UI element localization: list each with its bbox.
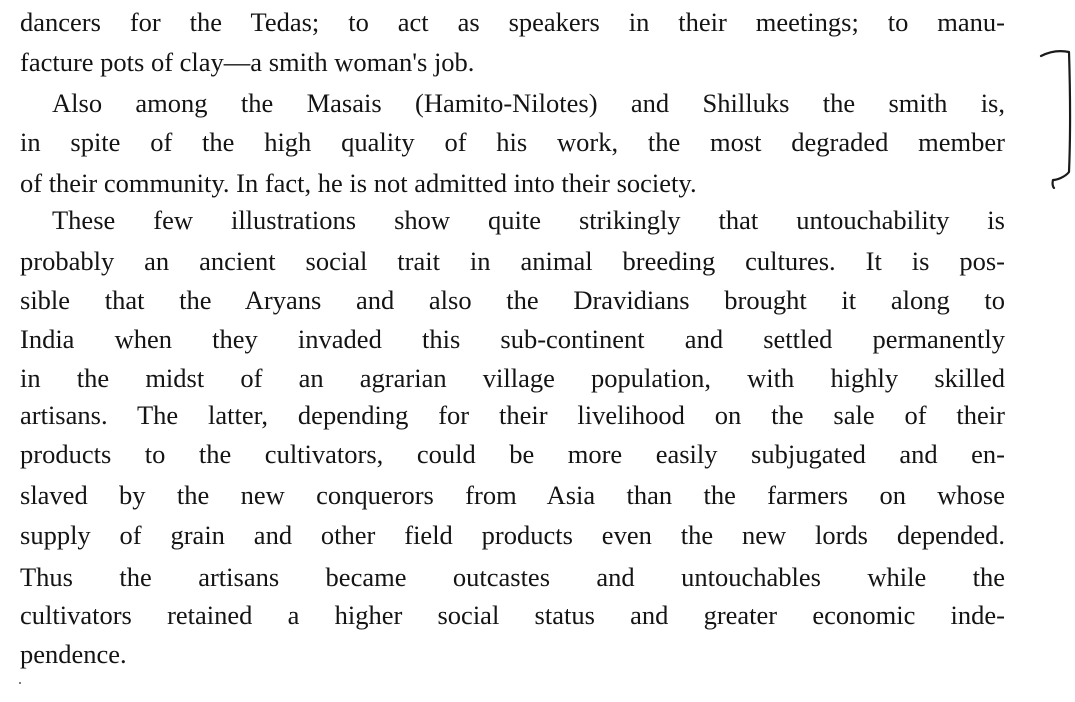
text-line-1: dancers for the Tedas; to act as speakers in their meetings; to manu- [20, 7, 1005, 37]
paragraph-3-line-5: in the midst of an agrarian village population, with highly skilled [20, 363, 1005, 393]
text-line-2: facture pots of clay—a smith woman's job. [20, 47, 475, 77]
paragraph-3-line-7: products to the cultivators, could be more easily subjugated and en- [20, 439, 1005, 469]
paragraph-2-line-1: Also among the Masais (Hamito-Nilotes) and Shilluks the smith is, [52, 88, 1005, 118]
hand-drawn-bracket-icon [1035, 44, 1075, 189]
paragraph-3-line-8: slaved by the new conquerors from Asia than the farmers on whose [20, 480, 1005, 510]
paragraph-3-line-4: India when they invaded this sub-continent and settled permanently [20, 324, 1005, 354]
paragraph-3-line-9: supply of grain and other field products even the new lords depended. [20, 520, 1005, 550]
paragraph-2-line-3: of their community. In fact, he is not admitted into their society. [20, 168, 697, 198]
paragraph-3-line-3: sible that the Aryans and also the Dravidians brought it along to [20, 285, 1005, 315]
paragraph-3-line-10: Thus the artisans became outcastes and untouchables while the [20, 562, 1005, 592]
paragraph-2-line-2: in spite of the high quality of his work, the most degraded member [20, 127, 1005, 157]
paragraph-3-line-2: probably an ancient social trait in animal breeding cultures. It is pos- [20, 246, 1005, 276]
paragraph-3-line-11: cultivators retained a higher social status and greater economic inde- [20, 600, 1005, 630]
paragraph-3-line-1: These few illustrations show quite strikingly that untouchability is [52, 205, 1005, 235]
paragraph-3-line-6: artisans. The latter, depending for their livelihood on the sale of their [20, 400, 1005, 430]
scan-speck [19, 682, 21, 684]
paragraph-3-line-12: pendence. [20, 639, 127, 669]
